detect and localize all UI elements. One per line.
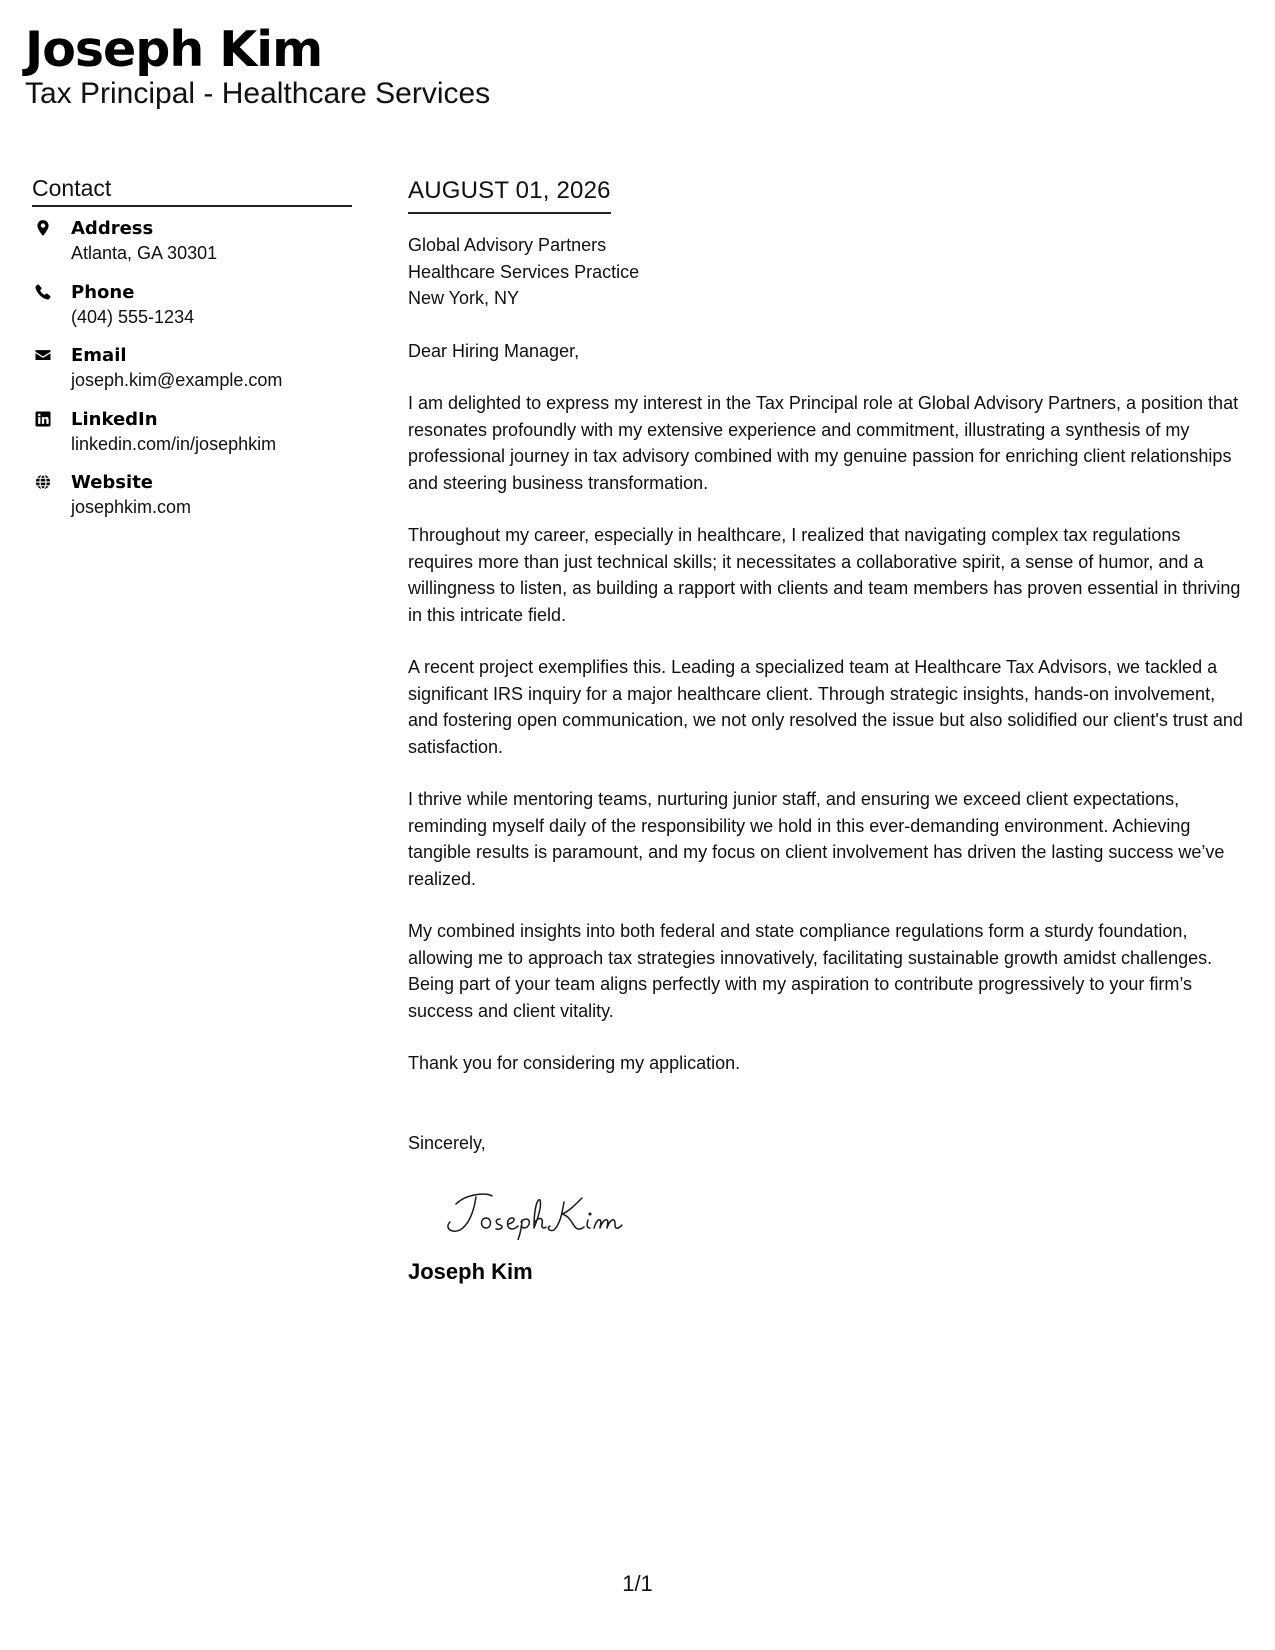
letter-body: [408, 176, 1248, 1286]
closing: Sincerely,: [408, 1132, 486, 1153]
letter-date: AUGUST 01, 2026: [408, 176, 611, 214]
phone-icon: [34, 283, 52, 301]
letter-paragraph: My combined insights into both federal and state compliance regulations form a sturdy foundation, allowing me to approach tax strategies innovatively, facilitating sustainable growth amidst challenges. Being part of your team aligns perfectly with my aspiration to contribute progressively to your firm’s success and client vitality.: [408, 921, 1213, 1021]
letter-paragraph: I thrive while mentoring teams, nurturing junior staff, and ensuring we exceed client expectations, reminding myself daily of the responsibility we hold in this ever-demanding environment. Achieving tangible results is paramount, and my focus on client involvement has driven the lasting success we’ve realized.: [408, 789, 1225, 889]
job-title: Tax Principal - Healthcare Services: [25, 77, 491, 110]
salutation: Dear Hiring Manager,: [408, 340, 580, 361]
contact-label: Website: [71, 472, 154, 493]
resume-header: [25, 22, 490, 112]
handwritten-signature: [442, 1184, 642, 1240]
recipient-line: New York, NY: [408, 288, 520, 308]
applicant-name: Joseph Kim: [25, 21, 323, 78]
contact-phone: [32, 281, 352, 345]
contact-address: [32, 217, 352, 281]
contact-heading: Contact: [32, 174, 352, 207]
contact-linkedin: [32, 408, 352, 472]
location-pin-icon: [34, 219, 52, 237]
recipient-line: Global Advisory Partners: [408, 235, 607, 255]
contact-label: Address: [71, 218, 154, 239]
linkedin-icon: [34, 410, 52, 428]
contact-label: Email: [71, 345, 127, 366]
contact-value: linkedin.com/in/josephkim: [71, 433, 277, 454]
page-number: 1/1: [622, 1571, 653, 1596]
recipient-block: [408, 232, 1248, 312]
letter-paragraph: A recent project exemplifies this. Leading a specialized team at Healthcare Tax Advisors, we tackled a significant IRS inquiry for a major healthcare client. Through strategic insights, hands-on involvement, and fostering open communication, we not only resolved the issue but also solidified our client's trust and satisfaction.: [408, 657, 1243, 757]
letter-paragraph: Thank you for considering my application.: [408, 1053, 741, 1073]
contact-sidebar: [32, 174, 352, 535]
letter-paragraph: I am delighted to express my interest in the Tax Principal role at Global Advisory Partners, a position that resonates profoundly with my extensive experience and commitment, illustrating a synthesis of my professional journey in tax advisory combined with my genuine passion for enriching client relationships and steering business transformation.: [408, 393, 1239, 493]
contact-label: Phone: [71, 281, 135, 303]
signer-name: Joseph Kim: [408, 1259, 533, 1284]
contact-value: joseph.kim@example.com: [71, 370, 283, 390]
recipient-line: Healthcare Services Practice: [408, 261, 640, 282]
envelope-icon: [34, 346, 52, 364]
contact-value: Atlanta, GA 30301: [71, 243, 218, 263]
contact-value: (404) 555-1234: [71, 306, 195, 327]
contact-label: LinkedIn: [71, 408, 158, 430]
contact-website: [32, 471, 352, 535]
contact-email: [32, 344, 352, 408]
letter-paragraph: Throughout my career, especially in healthcare, I realized that navigating complex tax regulations requires more than just technical skills; it necessitates a collaborative spirit, a sense of humor, and a willingness to listen, as building a rapport with clients and team members has proven essential in thriving in this intricate field.: [408, 525, 1241, 625]
contact-value: josephkim.com: [71, 497, 192, 517]
globe-icon: [34, 473, 52, 491]
